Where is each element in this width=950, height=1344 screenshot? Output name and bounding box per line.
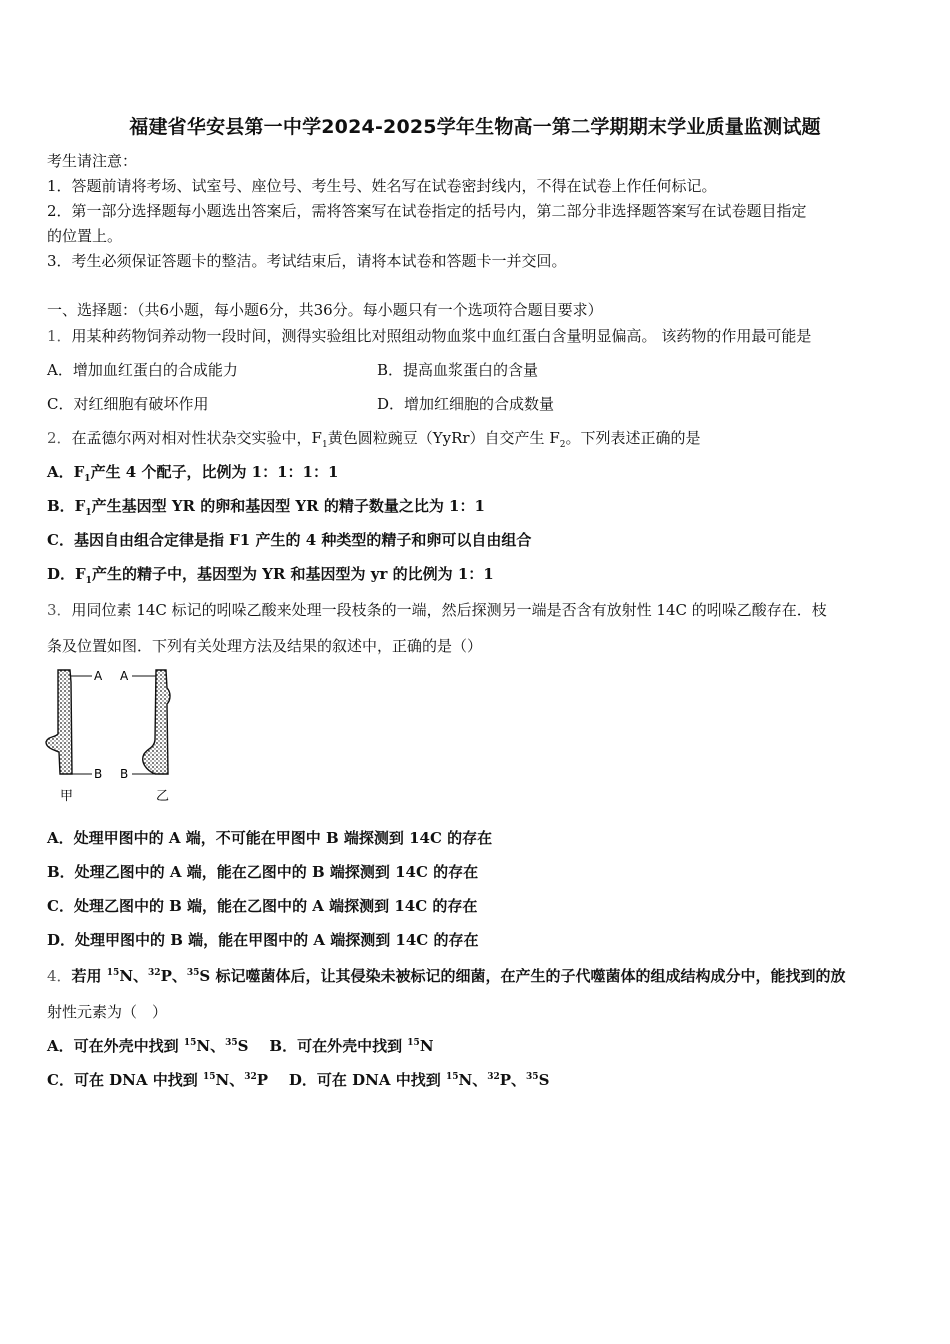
q1-option-d[interactable]: D．增加红细胞的合成数量: [377, 395, 555, 413]
branch-yi: [120, 669, 170, 804]
superscript: 32: [148, 968, 161, 978]
superscript: 32: [244, 1072, 257, 1082]
question-number: 3．: [47, 601, 72, 619]
superscript: 35: [526, 1072, 539, 1082]
question-text: 在孟德尔两对相对性状杂交实验中，F: [71, 429, 322, 447]
label-yi: 乙: [156, 789, 170, 804]
q4-option-a[interactable]: [47, 1037, 249, 1055]
superscript: 35: [225, 1038, 238, 1048]
element-p: P、: [160, 967, 187, 985]
subscript: 1: [84, 474, 91, 484]
section-heading: 一、选择题：（共6小题，每小题6分，共36分。每小题只有一个选项符合题目要求）: [47, 301, 603, 319]
element-s: S: [237, 1037, 249, 1055]
notice-item-3: 3．考生必须保证答题卡的整洁。考试结束后，请将本试卷和答题卡一并交回。: [47, 252, 567, 270]
element-p-final: P: [256, 1071, 269, 1089]
q2-option-a[interactable]: [47, 462, 338, 482]
element-s: S: [538, 1071, 550, 1089]
question-text: 。下列表述正确的是: [565, 429, 701, 447]
question-text: 用同位素 14C 标记的吲哚乙酸来处理一段枝条的一端，然后探测另一端是否含有放射性 14C 的吲哚乙酸存在．枝: [71, 601, 827, 619]
label-a: A: [94, 669, 103, 683]
q4-option-b[interactable]: [269, 1037, 433, 1055]
page-title: 福建省华安县第一中学2024-2025学年生物高一第二学期期末学业质量监测试题: [129, 116, 821, 138]
option-text: B．可在外壳中找到: [269, 1037, 408, 1055]
subscript: 1: [85, 576, 92, 586]
option-text: A．可在外壳中找到: [47, 1037, 184, 1055]
element-n: N、: [458, 1071, 488, 1089]
q2-option-d[interactable]: [47, 564, 494, 584]
question-text: 标记噬菌体后，让其侵染未被标记的细菌，在产生的子代噬菌体的组成结构成分中，能找到的放: [210, 967, 846, 985]
q1-option-a[interactable]: A．增加血红蛋白的合成能力: [47, 361, 238, 379]
branch-jia: [46, 669, 103, 804]
q3-option-c[interactable]: C．处理乙图中的 B 端，能在乙图中的 A 端探测到 14C 的存在: [47, 897, 478, 915]
option-text: A．F: [47, 463, 85, 481]
option-text: 产生 4 个配子，比例为 1：1：1：1: [90, 463, 339, 481]
notice-heading: 考生请注意：: [47, 152, 138, 170]
question-number: 1．: [47, 327, 72, 345]
label-b: B: [120, 767, 129, 781]
q4-option-c[interactable]: [47, 1071, 268, 1089]
question-2-stem: [47, 428, 700, 448]
q3-option-b[interactable]: B．处理乙图中的 A 端，能在乙图中的 B 端探测到 14C 的存在: [47, 863, 479, 881]
subscript: 2: [559, 440, 566, 450]
element-n: N、: [196, 1037, 226, 1055]
q2-option-c[interactable]: C．基因自由组合定律是指 F1 产生的 4 种类型的精子和卵可以自由组合: [47, 531, 532, 549]
q4-option-d[interactable]: [289, 1071, 549, 1089]
notice-item-2-cont: 的位置上。: [47, 227, 123, 245]
option-text: 产生基因型 YR 的卵和基因型 YR 的精子数量之比为 1：1: [91, 497, 485, 515]
element-s: S: [199, 967, 211, 985]
question-4-stem: [47, 966, 845, 986]
option-text: C．可在 DNA 中找到: [47, 1071, 203, 1089]
option-text: 产生的精子中，基因型为 YR 和基因型为 yr 的比例为 1：1: [91, 565, 494, 583]
label-b: B: [94, 767, 103, 781]
q3-option-d[interactable]: D．处理甲图中的 B 端，能在甲图中的 A 端探测到 14C 的存在: [47, 931, 479, 949]
element-n-final: N: [419, 1037, 434, 1055]
superscript: 35: [186, 968, 200, 978]
option-text: D．F: [47, 565, 86, 583]
question-1-stem: [47, 326, 811, 346]
label-jia: 甲: [60, 789, 74, 804]
superscript: 15: [106, 968, 120, 978]
q3-option-a[interactable]: A．处理甲图中的 A 端，不可能在甲图中 B 端探测到 14C 的存在: [47, 829, 493, 847]
q1-option-b[interactable]: B．提高血浆蛋白的含量: [377, 361, 539, 379]
element-n: N、: [119, 967, 149, 985]
option-text: D．可在 DNA 中找到: [288, 1071, 446, 1089]
question-number: 2．: [47, 429, 72, 447]
question-4-stem-cont: 射性元素为（ ）: [47, 1003, 168, 1021]
branch-figure: [40, 662, 190, 807]
question-text: 若用: [71, 967, 107, 985]
question-number: 4．: [47, 967, 72, 985]
option-text: B．F: [47, 497, 86, 515]
question-3-stem: [47, 600, 827, 620]
label-a: A: [120, 669, 129, 683]
superscript: 15: [445, 1072, 459, 1082]
superscript: 32: [487, 1072, 500, 1082]
q4-options-ab[interactable]: [47, 1036, 434, 1056]
question-text: 用某种药物饲养动物一段时间，测得实验组比对照组动物血浆中血红蛋白含量明显偏高。 该药物的作用最可能是: [71, 327, 812, 345]
notice-item-2: 2．第一部分选择题每小题选出答案后，需将答案写在试卷指定的括号内，第二部分非选择题答案写在试卷题目指定: [47, 202, 807, 220]
superscript: 15: [202, 1072, 216, 1082]
q2-option-b[interactable]: [47, 496, 485, 516]
superscript: 15: [183, 1038, 197, 1048]
element-p: P、: [499, 1071, 527, 1089]
q1-option-c[interactable]: C．对红细胞有破坏作用: [47, 395, 209, 413]
element-n: N、: [215, 1071, 245, 1089]
q4-options-cd[interactable]: [47, 1070, 549, 1090]
question-text: 黄色圆粒豌豆（YyRr）自交产生 F: [327, 429, 560, 447]
notice-item-1: 1．答题前请将考场、试室号、座位号、考生号、姓名写在试卷密封线内，不得在试卷上作任何标记。: [47, 177, 717, 195]
question-3-stem-cont: 条及位置如图．下列有关处理方法及结果的叙述中，正确的是（）: [47, 637, 483, 655]
superscript: 15: [407, 1038, 420, 1048]
subscript: 1: [85, 508, 92, 518]
subscript: 1: [321, 440, 328, 450]
